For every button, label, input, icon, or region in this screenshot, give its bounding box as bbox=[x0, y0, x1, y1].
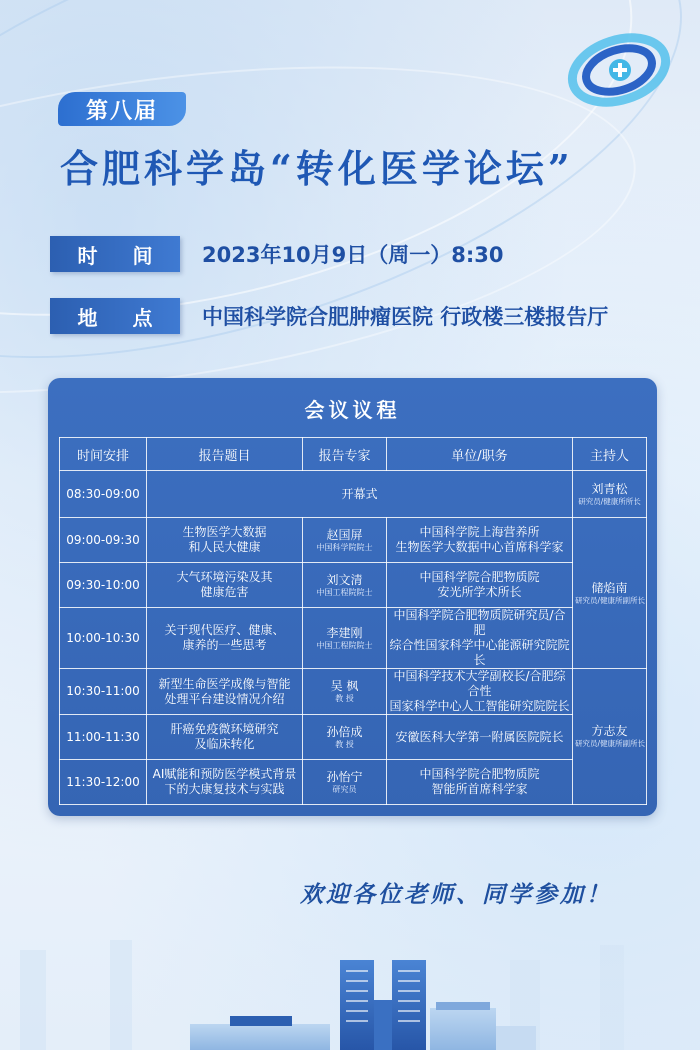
agenda-title: 会议议程 bbox=[304, 398, 401, 422]
time-label: 时 间 bbox=[50, 236, 180, 272]
time-cell: 10:30-11:00 bbox=[60, 669, 147, 715]
topic-line: 大气环境污染及其 bbox=[176, 570, 273, 584]
topic-line: 新型生命医学成像与智能 bbox=[158, 676, 291, 691]
time-cell: 09:30-10:00 bbox=[60, 563, 147, 608]
table-header-row bbox=[60, 438, 647, 471]
topic-line: 肝癌免疫微环境研究 bbox=[170, 722, 279, 736]
host-name: 刘青松 bbox=[591, 481, 628, 496]
expert-title: 中国工程院院士 bbox=[316, 587, 373, 597]
expert-cell bbox=[303, 715, 387, 760]
time-cell: 11:00-11:30 bbox=[60, 715, 147, 760]
unit-cell bbox=[387, 518, 573, 563]
host-name: 储焰南 bbox=[591, 580, 628, 595]
time-cell: 11:30-12:00 bbox=[60, 760, 147, 805]
host-cell bbox=[573, 471, 647, 518]
topic-line: AI赋能和预防医学模式背景 bbox=[152, 767, 297, 781]
table-row bbox=[60, 471, 647, 518]
unit-line: 智能所首席科学家 bbox=[431, 782, 528, 796]
expert-cell bbox=[303, 518, 387, 563]
table-row bbox=[60, 715, 647, 760]
expert-cell bbox=[303, 563, 387, 608]
unit-line: 中国科学技术大学副校长/合肥综合性 bbox=[393, 669, 566, 698]
expert-cell bbox=[303, 669, 387, 715]
table-row bbox=[60, 669, 647, 715]
column-header: 主持人 bbox=[573, 438, 647, 471]
unit-cell bbox=[387, 760, 573, 805]
place-value: 中国科学院合肥肿瘤医院 行政楼三楼报告厅 bbox=[202, 305, 609, 329]
host-title: 研究员/健康所所长 bbox=[578, 496, 641, 506]
unit-cell bbox=[387, 669, 573, 715]
topic-cell: 开幕式 bbox=[147, 471, 573, 518]
topic-cell bbox=[147, 518, 303, 563]
topic-cell bbox=[147, 608, 303, 669]
unit-line: 中国科学院合肥物质院 bbox=[419, 767, 540, 781]
unit-cell bbox=[387, 563, 573, 608]
column-header: 报告题目 bbox=[147, 438, 303, 471]
topic-cell bbox=[147, 760, 303, 805]
host-cell bbox=[573, 518, 647, 669]
topic-line: 健康危害 bbox=[200, 585, 249, 599]
expert-title: 中国科学院院士 bbox=[316, 542, 373, 552]
agenda-panel bbox=[48, 378, 657, 816]
topic-line: 关于现代医疗、健康、 bbox=[164, 623, 285, 637]
expert-name: 孙倍成 bbox=[326, 724, 363, 739]
topic-line: 处理平台建设情况介绍 bbox=[164, 691, 285, 706]
expert-name: 孙怡宁 bbox=[326, 769, 363, 784]
topic-line: 康养的一些思考 bbox=[182, 638, 267, 652]
page-title: 合肥科学岛“转化医学论坛” bbox=[60, 146, 574, 191]
unit-cell bbox=[387, 715, 573, 760]
topic-line: 和人民大健康 bbox=[188, 540, 261, 554]
topic-cell bbox=[147, 563, 303, 608]
topic-cell bbox=[147, 715, 303, 760]
unit-line: 中国科学院合肥物质院 bbox=[419, 570, 540, 584]
expert-name: 李建刚 bbox=[326, 625, 363, 640]
unit-line: 安光所学术所长 bbox=[437, 585, 522, 599]
time-value: 2023年10月9日（周一）8:30 bbox=[202, 243, 504, 267]
unit-line: 国家科学中心人工智能研究院院长 bbox=[389, 699, 570, 713]
unit-cell bbox=[387, 608, 573, 669]
expert-cell bbox=[303, 760, 387, 805]
forum-logo-icon bbox=[564, 24, 674, 114]
unit-line: 中国科学院合肥物质院研究员/合肥 bbox=[393, 608, 566, 637]
time-cell: 09:00-09:30 bbox=[60, 518, 147, 563]
host-title: 研究员/健康所副所长 bbox=[575, 739, 646, 748]
time-cell: 10:00-10:30 bbox=[60, 608, 147, 669]
table-row bbox=[60, 518, 647, 563]
place-row bbox=[50, 298, 608, 334]
time-cell: 08:30-09:00 bbox=[60, 471, 147, 518]
column-header: 报告专家 bbox=[303, 438, 387, 471]
expert-name: 吴 枫 bbox=[330, 679, 359, 693]
expert-title: 教 授 bbox=[335, 694, 354, 703]
unit-line: 中国科学院上海营养所 bbox=[419, 525, 540, 539]
agenda-table bbox=[59, 437, 647, 805]
expert-cell bbox=[303, 608, 387, 669]
topic-line: 下的大康复技术与实践 bbox=[164, 782, 285, 796]
unit-line: 综合性国家科学中心能源研究院院长 bbox=[389, 638, 570, 667]
expert-title: 教 授 bbox=[335, 739, 354, 749]
topic-cell bbox=[147, 669, 303, 715]
topic-line: 及临床转化 bbox=[194, 737, 255, 751]
edition-badge: 第八届 bbox=[58, 92, 186, 126]
table-row bbox=[60, 608, 647, 669]
city-skyline-illustration bbox=[0, 930, 700, 1050]
place-label: 地 点 bbox=[50, 298, 180, 334]
expert-name: 刘文清 bbox=[326, 572, 363, 587]
column-header: 时间安排 bbox=[60, 438, 147, 471]
topic-line: 生物医学大数据 bbox=[182, 525, 267, 539]
time-row bbox=[50, 236, 504, 272]
host-cell bbox=[573, 669, 647, 805]
unit-line: 安徽医科大学第一附属医院院长 bbox=[395, 729, 564, 744]
table-row bbox=[60, 760, 647, 805]
column-header: 单位/职务 bbox=[387, 438, 573, 471]
unit-line: 生物医学大数据中心首席科学家 bbox=[395, 540, 564, 554]
host-title: 研究员/健康所副所长 bbox=[575, 595, 646, 605]
expert-title: 研究员 bbox=[332, 784, 357, 794]
expert-title: 中国工程院院士 bbox=[316, 640, 373, 650]
host-name: 方志友 bbox=[591, 724, 628, 738]
expert-name: 赵国屏 bbox=[326, 527, 363, 542]
welcome-message: 欢迎各位老师、同学参加！ bbox=[300, 881, 612, 908]
table-row bbox=[60, 563, 647, 608]
